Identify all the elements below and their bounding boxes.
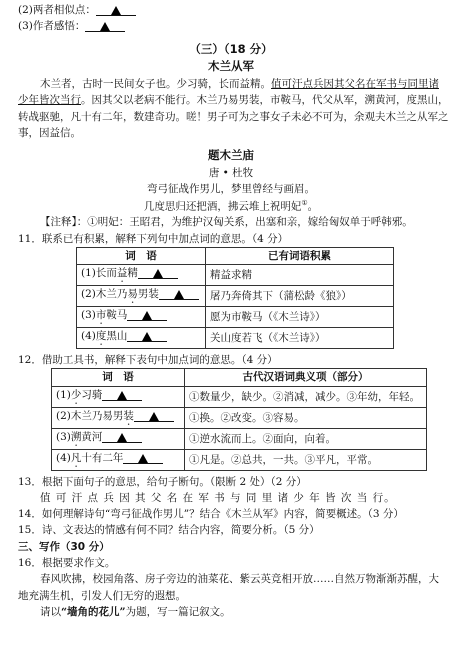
answer-blank[interactable] xyxy=(96,4,136,16)
table-cell: ①换。②改变。③容易。 xyxy=(185,407,427,428)
question-3 xyxy=(18,18,444,34)
table-row xyxy=(77,328,394,349)
table-cell: ①数量少，缺少。②消减，减少。③年幼，年轻。 xyxy=(185,386,427,407)
dotted-word: 装 xyxy=(123,409,134,422)
section-heading: （三）（18 分） xyxy=(189,41,273,56)
table-row xyxy=(52,407,427,428)
underlined-text: 少年皆次当行 xyxy=(18,94,81,107)
word-text: (1) xyxy=(56,388,71,401)
triangle-icon xyxy=(142,332,152,341)
question-2 xyxy=(18,2,444,18)
vocab-table-12 xyxy=(51,368,427,470)
answer-blank[interactable] xyxy=(127,309,167,321)
table-row xyxy=(52,386,427,407)
table-cell: 屠乃奔倚其下（蒲松龄《狼》） xyxy=(206,286,394,307)
table-cell: 关山度若飞（《木兰诗》） xyxy=(206,328,394,349)
column-header: 词 语 xyxy=(77,247,206,264)
word-text: (2)木兰乃 xyxy=(81,288,128,301)
column-header: 已有词语积累 xyxy=(206,247,394,264)
word-text: (3) xyxy=(81,309,96,322)
word-text: 鞍马 xyxy=(106,309,128,322)
dotted-word: 凡 xyxy=(70,451,82,464)
dotted-word: 易 xyxy=(127,288,138,301)
table-row xyxy=(52,428,427,449)
column-header: 古代汉语词典义项（部分） xyxy=(185,369,427,386)
writing-prompt-line: 春风吹拂，校园角落、房子旁边的油菜花、紫云英竞相开放……自然万物渐渐苏醒，大 xyxy=(40,573,439,586)
passage-line xyxy=(18,76,444,92)
word-text: 精 xyxy=(127,267,138,280)
word-text: (3) xyxy=(56,430,71,443)
poem-author: 唐 • 杜牧 xyxy=(208,167,254,180)
essay-title: “墙角的花儿” xyxy=(61,605,126,618)
question-2-text: (2)两者相似点： xyxy=(18,4,96,16)
answer-blank[interactable] xyxy=(123,452,163,464)
poem-line xyxy=(18,198,444,215)
triangle-icon xyxy=(117,433,127,442)
question-14: 14．如何理解诗句“弯弓征战作男儿”？结合《木兰从军》内容，简要概述。（3 分） xyxy=(18,508,404,521)
writing-heading: 三、写作（30 分） xyxy=(18,540,110,553)
passage-line xyxy=(18,92,449,108)
word-text: (1)长而 xyxy=(81,267,117,280)
question-13: 13．根据下面句子的意思，给句子断句。（限断 2 处）（2 分） xyxy=(18,475,307,488)
answer-blank[interactable] xyxy=(85,20,125,32)
triangle-icon xyxy=(153,269,163,278)
table-cell: ①凡是。②总共，一共。③平凡，平常。 xyxy=(185,449,427,470)
poem-text: 。 xyxy=(307,200,319,213)
triangle-icon xyxy=(117,391,127,400)
word-text: 男装 xyxy=(137,288,159,301)
word-text: 习骑 xyxy=(81,388,103,401)
question-11: 11．联系已有积累，解释下列句中加点词的意思。（4 分） xyxy=(18,232,289,245)
dotted-word: 度 xyxy=(95,330,107,343)
question-15: 15．诗、文表达的情感有何不同？结合内容，简要分析。（5 分） xyxy=(18,524,320,537)
question-3-text: (3)作者感悟： xyxy=(18,20,86,33)
triangle-icon xyxy=(142,311,152,320)
table-cell: 愿为市鞍马（《木兰诗》） xyxy=(206,307,394,328)
poem-note: 【注释】：①明妃：王昭君，为维护汉匈关系，出塞和亲，嫁给匈奴单于呼韩邪。 xyxy=(40,216,413,229)
poem-text: 几度思归还把酒，拂云堆上祝明妃 xyxy=(143,200,302,213)
triangle-icon xyxy=(174,290,184,299)
word-text: 黑山 xyxy=(106,330,128,343)
dotted-word: 益 xyxy=(116,267,128,280)
instruction-text: 为题，写一篇记叙文。 xyxy=(125,605,231,618)
table-row xyxy=(77,286,394,307)
passage-text: 木兰者，古时一民间女子也。少习骑，长而益精。 xyxy=(40,78,271,91)
word-text: (4) xyxy=(56,451,71,464)
passage-line: 转战驱驰，凡十有二年，数建奇功。嗟！男子可为之事女子未必不可为，余观夫木兰之从军之 xyxy=(18,110,449,123)
word-text: (2)木兰乃易男 xyxy=(56,409,124,422)
instruction-text: 请以 xyxy=(40,605,61,618)
answer-blank[interactable] xyxy=(127,330,167,342)
passage-title: 木兰从军 xyxy=(208,59,254,74)
table-row xyxy=(52,449,427,470)
writing-instruction xyxy=(18,604,444,620)
exam-page xyxy=(0,2,458,661)
triangle-icon xyxy=(149,412,159,421)
vocab-table-11 xyxy=(76,247,394,349)
answer-blank[interactable] xyxy=(102,431,142,443)
table-row xyxy=(77,265,394,286)
writing-prompt-line: 地充满生机，引发人们无穷的遐想。 xyxy=(18,589,186,602)
passage-line: 事，因益信。 xyxy=(18,126,81,139)
column-header: 词 语 xyxy=(52,369,185,386)
answer-blank[interactable] xyxy=(134,410,174,422)
question-13-sentence: 值 可 汗 点 兵 因 其 父 名 在 军 书 与 同 里 诸 少 年 皆 次 当 行。 xyxy=(40,491,396,504)
passage-text: 。因其父以老病不能行。木兰乃易男装，市鞍马，代父从军，溯黄河，度黑山， xyxy=(81,94,449,107)
triangle-icon xyxy=(138,454,148,463)
answer-blank[interactable] xyxy=(159,288,199,300)
dotted-word: 溯 xyxy=(70,430,82,443)
underlined-text: 值可汗点兵因其父名在军书与同里诸 xyxy=(271,78,439,91)
triangle-icon xyxy=(100,22,110,31)
table-cell: 精益求精 xyxy=(206,265,394,286)
answer-blank[interactable] xyxy=(138,267,178,279)
word-text: (4) xyxy=(81,330,96,343)
word-text: 黄河 xyxy=(81,430,103,443)
poem-line: 弯弓征战作男儿，梦里曾经与画眉。 xyxy=(147,183,315,196)
question-16: 16．根据要求作文。 xyxy=(18,556,116,569)
poem-title: 题木兰庙 xyxy=(208,148,254,163)
answer-blank[interactable] xyxy=(102,389,142,401)
triangle-icon xyxy=(111,6,121,15)
dotted-word: 市 xyxy=(95,309,107,322)
question-12: 12．借助工具书，解释下表句中加点词的意思。（4 分） xyxy=(18,354,278,367)
table-row xyxy=(77,307,394,328)
dotted-word: 少 xyxy=(70,388,82,401)
table-cell: ①逆水流而上。②面向，向着。 xyxy=(185,428,427,449)
word-text: 十有二年 xyxy=(81,451,124,464)
footnote-mark: ① xyxy=(301,198,308,207)
